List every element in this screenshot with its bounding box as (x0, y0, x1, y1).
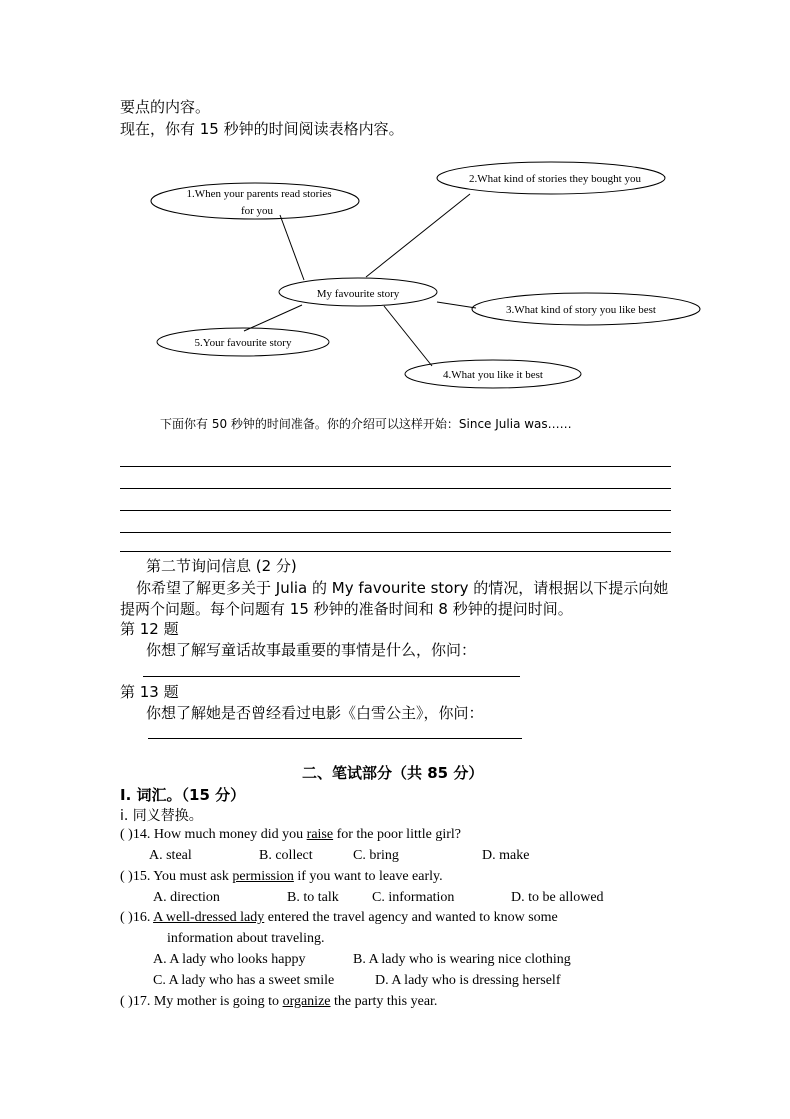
q14-stem-pre: 14. How much money did you (132, 827, 307, 842)
sub-i-title: i. 同义替换。 (120, 808, 203, 824)
q16-option-c[interactable]: C. A lady who has a sweet smile (153, 973, 335, 988)
connector-2 (366, 194, 470, 277)
q17-underlined-word: organize (282, 994, 331, 1009)
answer-line-5[interactable] (120, 551, 671, 552)
q14-option-c[interactable]: C. bring (353, 848, 399, 863)
intro-line-2: 现在，你有 15 秒钟的时间阅读表格内容。 (120, 120, 404, 138)
q12-answer-line[interactable] (143, 676, 520, 677)
node-1-label-l2: for you (240, 205, 274, 217)
q12-label: 第 12 题 (120, 620, 179, 638)
q12-text: 你想了解写童话故事最重要的事情是什么，你问： (146, 641, 477, 659)
q14-stem-post: for the poor little girl? (333, 827, 462, 842)
q14-line (120, 827, 461, 843)
mindmap-diagram (0, 0, 790, 400)
section2-desc-line-1: 你希望了解更多关于 Julia 的 My favourite story 的情况，请根据以下提示向她 (136, 579, 669, 597)
q16-stem-post: entered the travel agency and wanted to know some (264, 910, 558, 925)
connector-5 (244, 305, 302, 331)
connector-4 (384, 306, 432, 366)
q15-option-d[interactable]: D. to be allowed (511, 890, 604, 905)
q16-option-d[interactable]: D. A lady who is dressing herself (375, 973, 561, 988)
q16-stem-pre: 16. (132, 910, 154, 925)
q17-stem-pre: 17. My mother is going to (132, 994, 283, 1009)
q13-answer-line[interactable] (148, 738, 522, 739)
node-center-label: My favourite story (316, 288, 400, 300)
node-3-label: 3.What kind of story you like best (505, 304, 657, 316)
node-5-label: 5.Your favourite story (194, 337, 292, 349)
q14-option-a[interactable]: A. steal (149, 848, 192, 863)
node-1-label-l1: 1.When your parents read stories (186, 188, 332, 200)
q16-underlined-phrase: A well-dressed lady (153, 910, 265, 925)
q15-line (120, 869, 443, 885)
answer-line-2[interactable] (120, 488, 671, 489)
written-title: 二、笔试部分（共 85 分） (302, 764, 484, 782)
q15-stem-pre: 15. You must ask (132, 869, 233, 884)
q17-paren[interactable]: ( ) (120, 994, 133, 1009)
answer-line-3[interactable] (120, 510, 671, 511)
q15-underlined-word: permission (232, 869, 294, 884)
q15-option-b[interactable]: B. to talk (287, 890, 339, 905)
q16-paren[interactable]: ( ) (120, 910, 133, 925)
q15-paren[interactable]: ( ) (120, 869, 133, 884)
q16-option-a[interactable]: A. A lady who looks happy (153, 952, 306, 967)
intro-line-1: 要点的内容。 (120, 98, 211, 116)
q15-option-c[interactable]: C. information (372, 890, 455, 905)
q13-text: 你想了解她是否曾经看过电影《白雪公主》，你问： (146, 704, 484, 722)
connector-3 (437, 302, 476, 308)
q14-underlined-word: raise (306, 827, 334, 842)
q16-line (120, 910, 558, 926)
q14-option-d[interactable]: D. make (482, 848, 530, 863)
part1-title: I. 词汇。（15 分） (120, 786, 246, 804)
q14-paren[interactable]: ( ) (120, 827, 133, 842)
node-2-label: 2.What kind of stories they bought you (468, 173, 642, 185)
q17-line (120, 994, 437, 1010)
q15-stem-post: if you want to leave early. (293, 869, 443, 884)
q17-stem-post: the party this year. (330, 994, 438, 1009)
node-4-label: 4.What you like it best (443, 369, 543, 381)
answer-line-4[interactable] (120, 532, 671, 533)
q15-option-a[interactable]: A. direction (153, 890, 220, 905)
section2-title: 第二节询问信息 (2 分) (146, 557, 297, 575)
prep-note: 下面你有 50 秒钟的时间准备。你的介绍可以这样开始：Since Julia was…… (160, 417, 572, 431)
connector-1 (280, 215, 304, 280)
q13-label: 第 13 题 (120, 683, 179, 701)
section2-desc-line-2: 提两个问题。每个问题有 15 秒钟的准备时间和 8 秒钟的提问时间。 (120, 600, 573, 618)
q16-stem-continued: information about traveling. (167, 931, 325, 946)
q16-option-b[interactable]: B. A lady who is wearing nice clothing (353, 952, 571, 967)
q14-option-b[interactable]: B. collect (259, 848, 313, 863)
answer-line-1[interactable] (120, 466, 671, 467)
